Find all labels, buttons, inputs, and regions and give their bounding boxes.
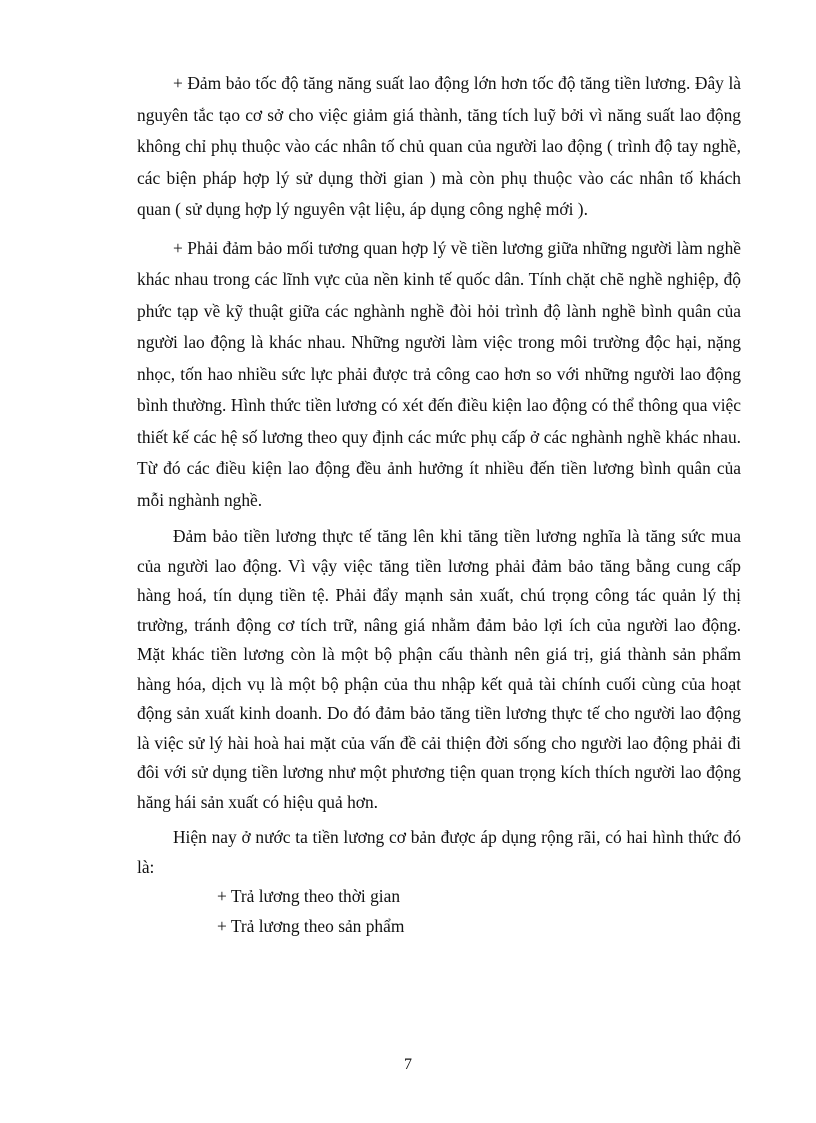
paragraph-productivity-principle: + Đảm bảo tốc độ tăng năng suất lao động lớn hơn tốc độ tăng tiền lương. Đây là nguyên tắc tạo cơ sở cho việc giảm giá thành, tăng tích luỹ bởi vì năng suất lao động không chỉ phụ thuộc vào các nhân tố chủ quan của người lao động ( trình độ tay nghề, các biện pháp hợp lý sử dụng thời gian ) mà còn phụ thuộc vào các nhân tố khách quan ( sử dụng hợp lý nguyên vật liệu, áp dụng công nghệ mới ). — [137, 73, 741, 219]
wage-forms-list — [137, 882, 741, 941]
paragraph-wage-correlation: + Phải đảm bảo mối tương quan hợp lý về tiền lương giữa những người làm nghề khác nhau trong các lĩnh vực của nền kinh tế quốc dân. Tính chặt chẽ nghề nghiệp, độ phức tạp về kỹ thuật giữa các nghành nghề đòi hỏi trình độ lành nghề bình quân của người lao động là khác nhau. Những người làm việc trong môi trường độc hại, nặng nhọc, tốn hao nhiều sức lực phải được trả công cao hơn so với những người lao động bình thường. Hình thức tiền lương có xét đến điều kiện lao động có thể thông qua việc thiết kế các hệ số lương theo quy định các mức phụ cấp ở các nghành nghề khác nhau. Từ đó các điều kiện lao động đều ảnh hưởng ít nhiều đến tiền lương bình quân của mỗi nghành nghề. — [137, 237, 741, 510]
paragraph-wage-forms-intro: Hiện nay ở nước ta tiền lương cơ bản được áp dụng rộng rãi, có hai hình thức đó là: — [137, 827, 741, 877]
list-item: + Trả lương theo sản phẩm — [217, 915, 405, 936]
list-item: + Trả lương theo thời gian — [217, 886, 401, 906]
paragraph-real-wage: Đảm bảo tiền lương thực tế tăng lên khi tăng tiền lương nghĩa là tăng sức mua của người lao động. Vì vậy việc tăng tiền lương phải đảm bảo tăng bằng cung cấp hàng hoá, tín dụng tiền tệ. Phải đẩy mạnh sản xuất, chú trọng công tác quản lý thị trường, tránh động cơ tích trữ, nâng giá nhằm đảm bảo lợi ích của người lao động. Mặt khác tiền lương còn là một bộ phận cấu thành nên giá trị, giá thành sản phẩm hàng hóa, dịch vụ là một bộ phận của thu nhập kết quả tài chính cuối cùng của hoạt động sản xuất kinh doanh. Do đó đảm bảo tăng tiền lương thực tế cho người lao động là việc sử lý hài hoà hai mặt của vấn đề cải thiện đời sống cho người lao động phải đi đôi với sử dụng tiền lương như một phương tiện quan trọng kích thích người lao động hăng hái sản xuất có hiệu quả hơn. — [137, 526, 741, 812]
body-text — [137, 68, 741, 941]
page-number: 7 — [404, 1056, 412, 1073]
